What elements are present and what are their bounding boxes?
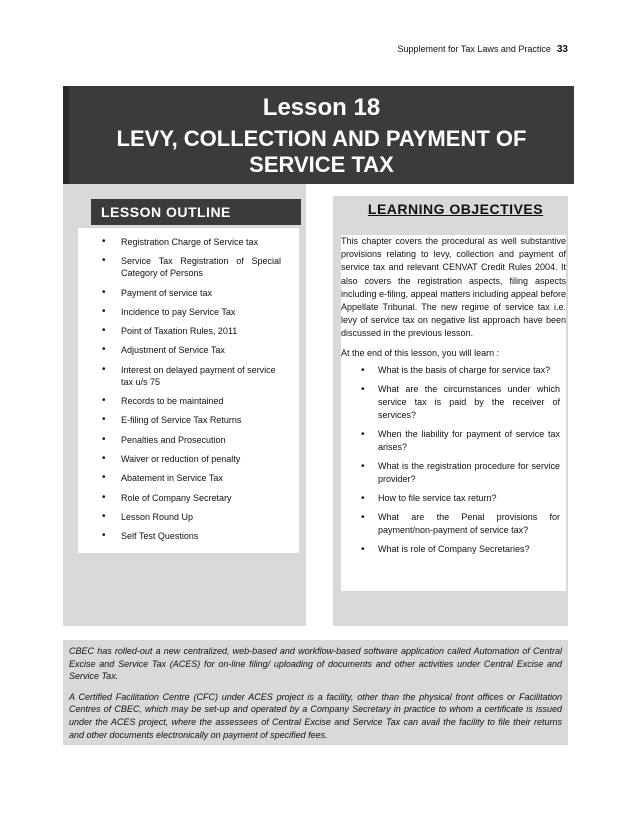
list-item: • When the liability for payment of service tax arises?	[341, 428, 566, 454]
aces-paragraph: CBEC has rolled-out a new centralized, web-based and workflow-based software application called Automation of Central Excise and Service Tax (ACES) for on-line filing/ uploading of documents and other activities under Central Excise and Service Tax.	[69, 646, 562, 682]
page-number: 33	[556, 44, 568, 55]
list-item: • Penalties and Prosecution	[78, 434, 299, 446]
list-item: • Incidence to pay Service Tax	[78, 306, 299, 318]
list-item: • How to file service tax return?	[341, 492, 566, 505]
learning-objectives-box	[341, 235, 566, 591]
lesson-outline-box	[78, 228, 299, 553]
cfc-paragraph: A Certified Facilitation Centre (CFC) under ACES project is a facility, other than the physical front offices or Facilitation Centres of CBEC, which may be set-up and operated by a Company Secretary in practice to whom a certificate is issued under the ACES project, where the assessees of Central Excise and Service Tax can avail the facility to file their returns and other documents electronically on payment of specified fees.	[69, 691, 562, 740]
list-item: • Self Test Questions	[78, 530, 299, 542]
list-item: • Registration Charge of Service tax	[78, 236, 299, 248]
list-item: • Abatement in Service Tax	[78, 472, 299, 484]
list-item: • Payment of service tax	[78, 287, 299, 299]
lesson-title: LEVY, COLLECTION AND PAYMENT OF SERVICE TAX	[116, 126, 527, 177]
lesson-outline-heading: LESSON OUTLINE	[91, 199, 301, 225]
list-item: • What is the registration procedure for service provider?	[341, 460, 566, 486]
objectives-intro: This chapter covers the procedural as well substantive provisions relating to levy, collection and payment of service tax and relevant CENVAT Credit Rules 2004. It also covers the registration aspects, filing aspects including e-filing, appeal matters including appeal before Appellate Tribunal. The new regime of service tax i.e. levy of service tax on negative list approach have been discussed in the previous lesson.	[341, 236, 566, 339]
list-item: • Records to be maintained	[78, 395, 299, 407]
list-item: • Lesson Round Up	[78, 511, 299, 523]
title-band	[63, 86, 574, 184]
list-item: • Service Tax Registration of Special Category of Persons	[78, 255, 299, 279]
learning-objectives-heading: LEARNING OBJECTIVES	[367, 201, 544, 217]
list-item: • Role of Company Secretary	[78, 492, 299, 504]
list-item: • E-filing of Service Tax Returns	[78, 414, 299, 426]
running-header	[397, 44, 568, 55]
lesson-number: Lesson 18	[262, 94, 381, 121]
list-item: • Point of Taxation Rules, 2011	[78, 325, 299, 337]
list-item: • Adjustment of Service Tax	[78, 344, 299, 356]
list-item: • Interest on delayed payment of service tax u/s 75	[78, 364, 299, 388]
list-item: • What is the basis of charge for service tax?	[341, 364, 566, 377]
aces-note-box	[63, 640, 568, 745]
list-item: • What are the Penal provisions for payment/non-payment of service tax?	[341, 511, 566, 537]
objectives-list	[341, 364, 566, 556]
running-title: Supplement for Tax Laws and Practice	[397, 44, 551, 54]
list-item: • What are the circumstances under which service tax is paid by the receiver of services?	[341, 383, 566, 422]
lesson-outline-list	[78, 236, 299, 549]
list-item: • What is role of Company Secretaries?	[341, 543, 566, 556]
lesson-outline-panel	[63, 184, 306, 626]
list-item: • Waiver or reduction of penalty	[78, 453, 299, 465]
objectives-lead: At the end of this lesson, you will learn :	[341, 347, 500, 358]
